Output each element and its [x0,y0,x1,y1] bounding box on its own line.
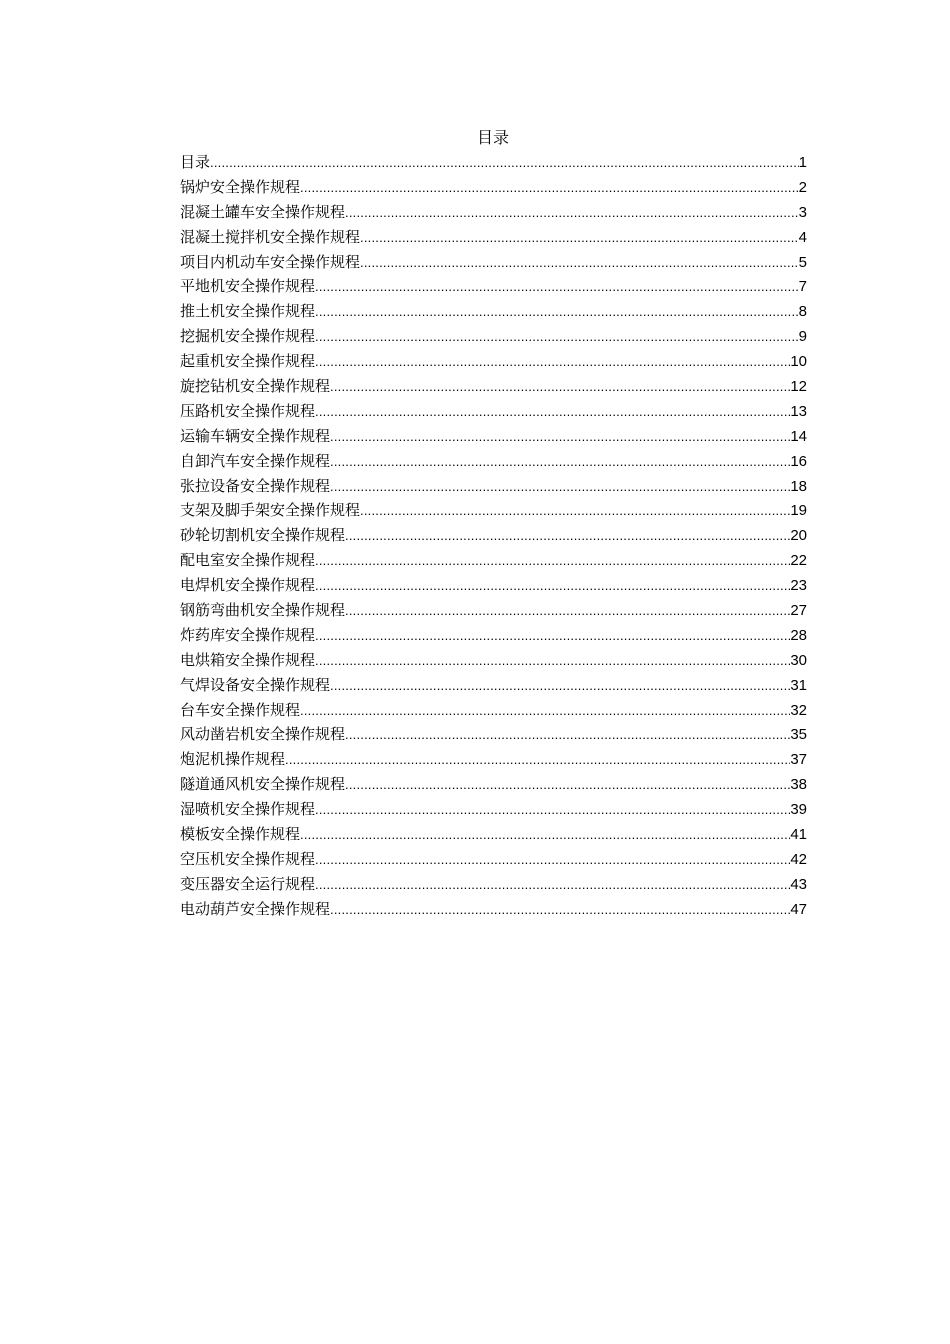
toc-dot-leader [315,325,799,350]
toc-entry[interactable] [180,523,807,548]
toc-page-number: 38 [790,776,807,794]
toc-page-number: 28 [790,626,807,644]
toc-page-number: 23 [790,577,807,595]
toc-dot-leader [345,773,790,798]
toc-entry-title: 锅炉安全操作规程 [180,177,301,196]
toc-page-number: 22 [790,552,807,570]
toc-entry[interactable] [180,872,807,897]
toc-page-number: 37 [790,751,807,769]
toc-entry-title: 挖掘机安全操作规程 [180,327,316,346]
toc-entry-title: 电烘箱安全操作规程 [180,650,316,669]
toc-dot-leader [300,823,790,848]
toc-dot-leader [360,226,799,251]
toc-entry[interactable] [180,250,807,275]
toc-dot-leader [315,549,790,574]
toc-entry-title: 自卸汽车安全操作规程 [180,451,331,470]
toc-dot-leader [345,201,799,226]
toc-dot-leader [315,574,790,599]
toc-dot-leader [360,251,799,276]
toc-entry-title: 炸药库安全操作规程 [180,625,316,644]
toc-page-number: 3 [798,203,807,221]
toc-page-number: 5 [798,253,807,271]
toc-entry-title: 炮泥机操作规程 [180,750,286,769]
toc-page-number: 20 [790,527,807,545]
toc-entry[interactable] [180,498,807,523]
toc-page-number: 4 [798,228,807,246]
toc-entry-title: 推土机安全操作规程 [180,302,316,321]
toc-entry[interactable] [180,424,807,449]
toc-entry-title: 张拉设备安全操作规程 [180,476,331,495]
toc-dot-leader [315,624,790,649]
toc-entry-title: 混凝土罐车安全操作规程 [180,202,346,221]
toc-dot-leader [315,275,799,300]
toc-entry-title: 起重机安全操作规程 [180,352,316,371]
toc-entry[interactable] [180,847,807,872]
toc-entry[interactable] [180,150,807,175]
toc-dot-leader [345,524,790,549]
toc-entry-title: 空压机安全操作规程 [180,849,316,868]
toc-page-number: 1 [798,154,807,171]
toc-entry-title: 气焊设备安全操作规程 [180,675,331,694]
toc-entry[interactable] [180,698,807,723]
toc-page-number: 13 [790,402,807,420]
toc-entry[interactable] [180,474,807,499]
toc-entry[interactable] [180,772,807,797]
toc-entry[interactable] [180,548,807,573]
toc-dot-leader [285,748,790,773]
toc-entry[interactable] [180,225,807,250]
toc-dot-leader [345,723,790,748]
toc-dot-leader [330,450,790,475]
toc-entry[interactable] [180,573,807,598]
toc-page-number: 35 [790,726,807,744]
toc-entry[interactable] [180,374,807,399]
toc-page-number: 30 [790,651,807,669]
toc-list [180,150,807,922]
toc-page-number: 9 [798,328,807,346]
toc-entry-title: 运输车辆安全操作规程 [180,426,331,445]
toc-entry[interactable] [180,623,807,648]
toc-entry-title: 支架及脚手架安全操作规程 [180,501,361,520]
toc-entry-title: 电动葫芦安全操作规程 [180,899,331,918]
toc-entry[interactable] [180,897,807,922]
toc-entry[interactable] [180,747,807,772]
toc-page-number: 32 [790,701,807,719]
toc-page-number: 16 [790,452,807,470]
toc-entry[interactable] [180,449,807,474]
toc-page-number: 14 [790,427,807,445]
toc-page-number: 42 [790,850,807,868]
toc-entry-title: 风动凿岩机安全操作规程 [180,725,346,744]
toc-entry-title: 旋挖钻机安全操作规程 [180,377,331,396]
toc-entry-title: 电焊机安全操作规程 [180,576,316,595]
toc-entry-title: 配电室安全操作规程 [180,551,316,570]
toc-entry-title: 模板安全操作规程 [180,825,301,844]
toc-page-number: 8 [798,303,807,321]
toc-entry[interactable] [180,175,807,200]
toc-page-number: 7 [798,278,807,296]
toc-entry-title: 钢筋弯曲机安全操作规程 [180,601,346,620]
toc-entry-title: 压路机安全操作规程 [180,401,316,420]
toc-page-number: 31 [790,676,807,694]
toc-dot-leader [330,475,790,500]
toc-page-number: 10 [790,353,807,371]
toc-dot-leader [345,599,790,624]
toc-entry[interactable] [180,797,807,822]
toc-entry[interactable] [180,349,807,374]
toc-dot-leader [330,898,790,923]
toc-page-number: 43 [790,875,807,893]
toc-entry[interactable] [180,822,807,847]
toc-entry[interactable] [180,648,807,673]
toc-dot-leader [315,400,790,425]
toc-title: 目录 [476,128,509,147]
toc-entry[interactable] [180,299,807,324]
toc-dot-leader [315,649,790,674]
toc-dot-leader [210,151,799,176]
toc-dot-leader [315,350,790,375]
toc-entry[interactable] [180,673,807,698]
toc-dot-leader [315,798,790,823]
toc-entry-title: 混凝土搅拌机安全操作规程 [180,227,361,246]
toc-dot-leader [330,375,790,400]
toc-page-number: 39 [790,801,807,819]
toc-entry-title: 项目内机动车安全操作规程 [180,252,361,271]
toc-page-number: 27 [790,602,807,620]
toc-entry[interactable] [180,324,807,349]
toc-entry[interactable] [180,722,807,747]
toc-dot-leader [300,699,790,724]
toc-dot-leader [315,300,799,325]
toc-dot-leader [330,425,790,450]
toc-page-number: 18 [790,477,807,495]
toc-dot-leader [330,674,790,699]
toc-dot-leader [300,176,799,201]
toc-page-number: 19 [790,502,807,520]
toc-entry[interactable] [180,274,807,299]
toc-dot-leader [315,848,790,873]
toc-entry-title: 变压器安全运行规程 [180,874,316,893]
toc-entry-title: 砂轮切割机安全操作规程 [180,526,346,545]
toc-entry[interactable] [180,598,807,623]
toc-page-number: 12 [790,378,807,396]
toc-dot-leader [360,499,790,524]
toc-page-number: 41 [790,826,807,844]
toc-entry-title: 目录 [180,153,211,171]
toc-dot-leader [315,873,790,898]
toc-entry-title: 台车安全操作规程 [180,700,301,719]
toc-page-number: 47 [790,900,807,918]
toc-entry[interactable] [180,399,807,424]
toc-entry-title: 隧道通风机安全操作规程 [180,775,346,794]
toc-entry-title: 平地机安全操作规程 [180,277,316,296]
toc-entry[interactable] [180,200,807,225]
toc-page-number: 2 [798,178,807,196]
toc-entry-title: 湿喷机安全操作规程 [180,800,316,819]
